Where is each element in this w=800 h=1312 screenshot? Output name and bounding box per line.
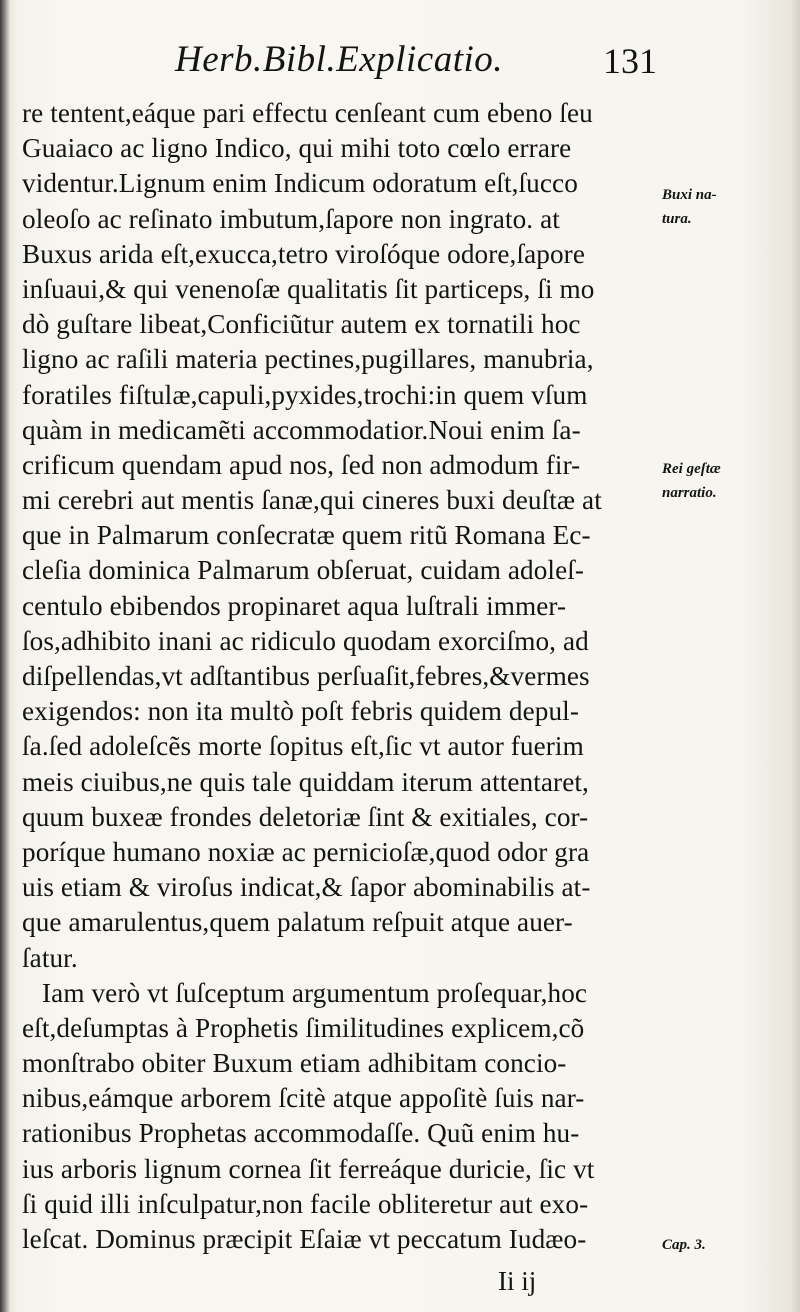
text-line: inſuaui,& qui venenoſæ qualitatis ſit particeps, ſi mo <box>22 273 595 304</box>
margin-note-narratio: narratio. <box>662 485 717 501</box>
text-line: oleoſo ac reſinato imbutum,ſapore non ingrato. at <box>22 203 560 234</box>
text-line: diſpellendas,vt adſtantibus perſuaſit,febres,&vermes <box>22 661 590 691</box>
text-line: que amarulentus,quem palatum reſpuit atque auer- <box>22 907 573 938</box>
text-line: que in Palmarum conſecratæ quem ritũ Romana Ec- <box>22 520 591 551</box>
text-line: meis ciuibus,ne quis tale quiddam iterum attentaret, <box>22 766 589 797</box>
text-line: centulo ebibendos propinaret aqua luſtrali immer- <box>22 590 567 621</box>
text-line: ligno ac raſili materia pectines,pugillares, manubria, <box>22 344 594 375</box>
margin-note-chapter-ref: Cap. 3. <box>662 1237 706 1253</box>
text-line: Guaiaco ac ligno Indico, qui mihi toto cœlo errare <box>22 133 572 164</box>
text-line: monſtrabo obiter Buxum etiam adhibitam concio- <box>22 1048 567 1079</box>
margin-note-rei-gestae: Rei geſtæ <box>662 461 721 477</box>
text-line: exigendos: non ita multò poſt febris quidem depul- <box>22 696 579 727</box>
text-line: nibus,eámque arborem ſcitè atque appoſitè ſuis nar- <box>22 1083 585 1114</box>
page-gutter-shadow <box>0 0 10 1312</box>
text-line: ſos,adhibito inani ac ridiculo quodam exorciſmo, ad <box>22 625 589 656</box>
text-line: re tentent,eáque pari effectu cenſeant cum ebeno ſeu <box>22 98 593 128</box>
paragraph-start-line: Iam verò vt ſuſceptum argumentum proſequar,hoc <box>42 977 588 1008</box>
text-line: ius arboris lignum cornea ſit ferreáque duricie, ſic vt <box>22 1153 595 1184</box>
text-line: Buxus arida eſt,exucca,tetro viroſóque odore,ſapore <box>22 238 585 269</box>
text-line: videntur.Lignum enim Indicum odoratum eſt,ſucco <box>22 168 578 199</box>
text-line: cleſia dominica Palmarum obſeruat, cuidam adoleſ- <box>22 555 585 586</box>
text-line: uis etiam & viroſus indicat,& ſapor abominabilis at- <box>22 872 591 903</box>
text-line: eſt,deſumptas à Prophetis ſimilitudines explicem,cõ <box>22 1012 585 1043</box>
text-line: ſa.ſed adoleſcẽs morte ſopitus eſt,ſic vt autor fuerim <box>22 731 584 762</box>
margin-note-buxi-natura-cont: tura. <box>662 211 692 227</box>
text-line: dò guſtare libeat,Conficiũtur autem ex tornatili hoc <box>22 309 581 340</box>
running-title: Herb.Bibl.Explicatio. <box>175 39 504 80</box>
text-line: ſatur. <box>22 942 78 973</box>
text-line: crificum quendam apud nos, ſed non admodum fir- <box>22 449 581 480</box>
text-line: mi cerebri aut mentis ſanæ,qui cineres buxi deuſtæ at <box>22 485 602 516</box>
text-line: poríque humano noxiæ ac pernicioſæ,quod odor gra <box>22 836 590 867</box>
text-line: quàm in medicamẽti accommodatior.Noui enim ſa- <box>22 414 581 445</box>
text-line: quum buxeæ frondes deletoriæ ſint & exitiales, cor- <box>22 801 589 832</box>
text-line: ſi quid illi inſculpatur,non facile obliteretur aut exo- <box>22 1188 589 1219</box>
page-number: 131 <box>603 41 657 81</box>
text-line: leſcat. Dominus præcipit Eſaiæ vt peccatum Iudæo- <box>22 1224 587 1254</box>
text-line: foratiles fiſtulæ,capuli,pyxides,trochi:in quem vſum <box>22 379 588 410</box>
margin-note-buxi-natura: Buxi na- <box>662 187 717 203</box>
text-line: rationibus Prophetas accommodaſſe. Quũ enim hu- <box>22 1118 580 1149</box>
signature-mark: Ii ij <box>498 1266 537 1296</box>
body-text <box>22 96 662 1257</box>
